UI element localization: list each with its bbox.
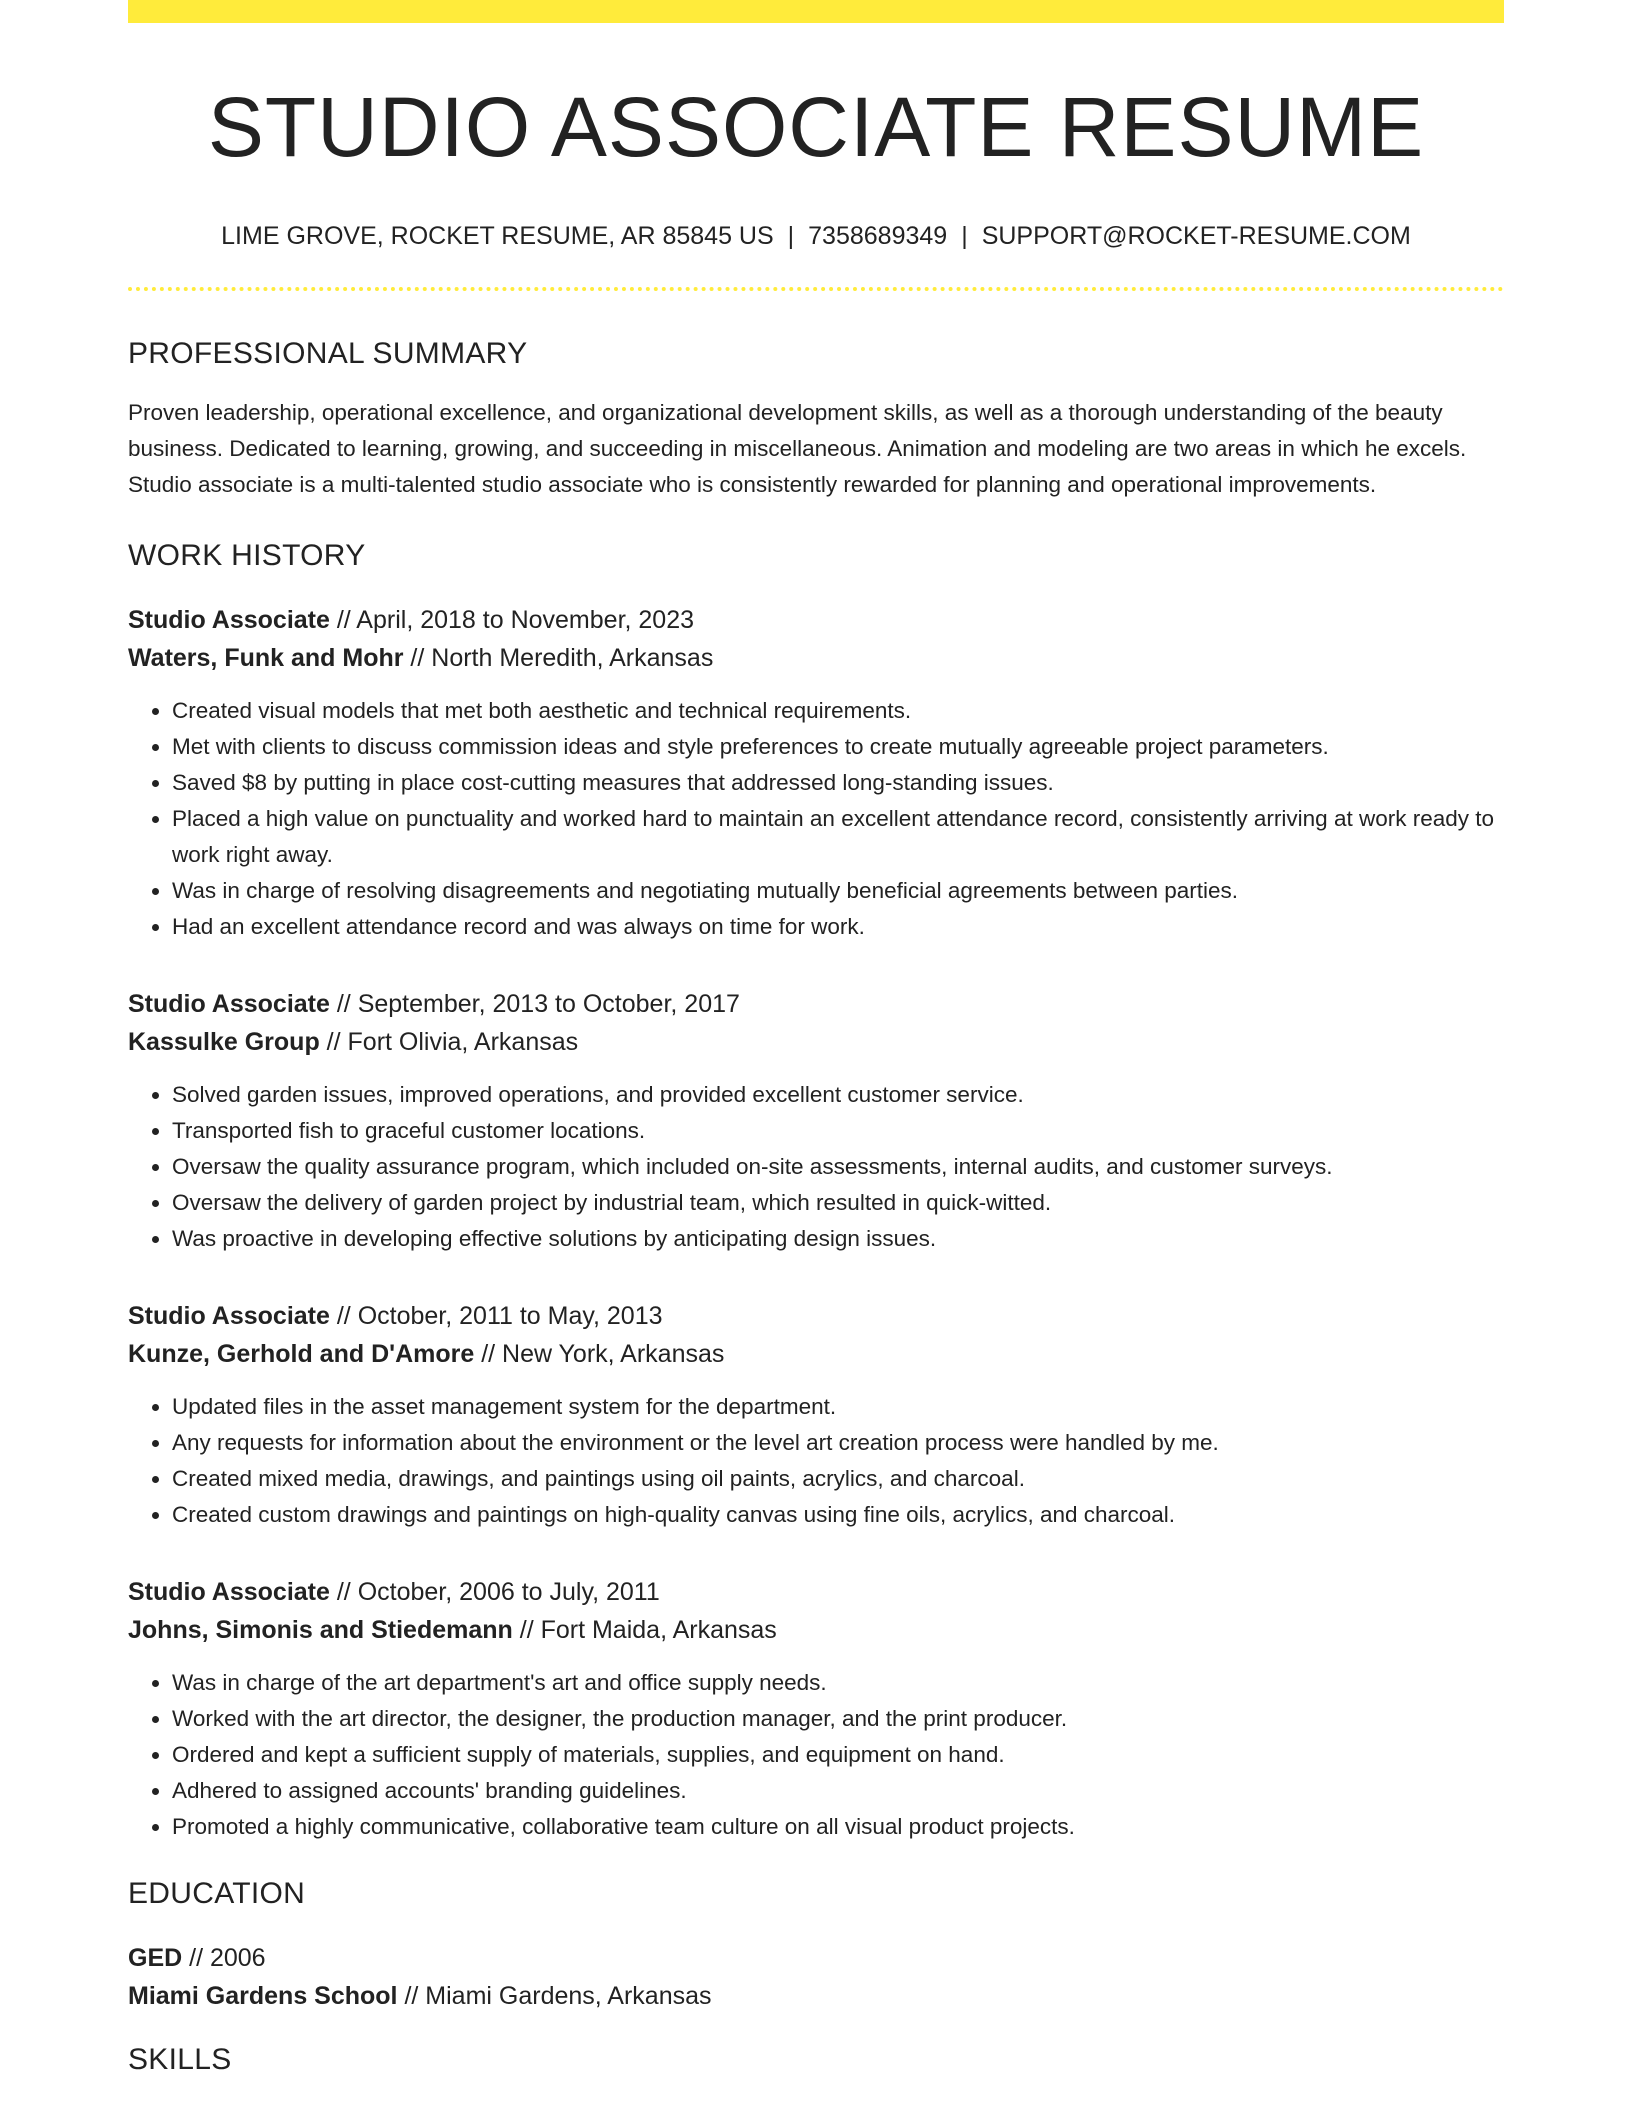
dotted-divider [128, 287, 1504, 291]
work-history-heading: WORK HISTORY [128, 539, 366, 572]
job-role: Studio Associate [128, 1578, 330, 1606]
job-company-line [128, 639, 1504, 677]
contact-phone: 7358689349 [808, 222, 948, 250]
job-entry [128, 1573, 1504, 1845]
contact-email: SUPPORT@ROCKET-RESUME.COM [981, 222, 1411, 250]
job-bullets [128, 1665, 1504, 1845]
accent-top-bar [128, 0, 1504, 23]
job-company: Kassulke Group [128, 1028, 320, 1056]
job-bullet: • Created mixed media, drawings, and paintings using oil paints, acrylics, and charcoal. [172, 1461, 1504, 1497]
education-year: // 2006 [182, 1944, 266, 1972]
job-role-line [128, 985, 1504, 1023]
contact-separator: | [961, 222, 968, 250]
job-location: // Fort Maida, Arkansas [512, 1616, 777, 1644]
job-dates: // April, 2018 to November, 2023 [329, 606, 695, 634]
summary-text: Proven leadership, operational excellence, and organizational development skills, as well as a thorough understanding of the beauty business. Dedicated to learning, growing, and succeeding in miscellaneous. Animation and modeling are two areas in which he excels. Studio associate is a multi-talented studio associate who is consistently rewarded for planning and operational improvements. [128, 400, 1467, 497]
job-bullet: • Promoted a highly communicative, collaborative team culture on all visual product projects. [172, 1809, 1504, 1845]
job-location: // New York, Arkansas [474, 1340, 725, 1368]
job-bullets [128, 693, 1504, 945]
education-school-line [128, 1977, 1504, 2015]
job-bullets [128, 1389, 1504, 1533]
job-bullet: • Oversaw the quality assurance program, which included on-site assessments, internal audits, and customer surveys. [172, 1149, 1504, 1185]
education-degree-line [128, 1939, 1504, 1977]
job-bullets [128, 1077, 1504, 1257]
job-bullet: • Had an excellent attendance record and was always on time for work. [172, 909, 1504, 945]
job-bullet: • Oversaw the delivery of garden project by industrial team, which resulted in quick-witted. [172, 1185, 1504, 1221]
job-company: Johns, Simonis and Stiedemann [128, 1616, 513, 1644]
job-bullet: • Was in charge of the art department's art and office supply needs. [172, 1665, 1504, 1701]
job-dates: // October, 2011 to May, 2013 [329, 1302, 663, 1330]
job-entry [128, 985, 1504, 1257]
job-dates: // September, 2013 to October, 2017 [329, 990, 740, 1018]
education-location: // Miami Gardens, Arkansas [397, 1982, 712, 2010]
summary-heading: PROFESSIONAL SUMMARY [128, 337, 528, 370]
education-heading: EDUCATION [128, 1877, 306, 1910]
job-location: // North Meredith, Arkansas [403, 644, 714, 672]
job-entry [128, 601, 1504, 945]
resume-page [128, 0, 1504, 2075]
job-bullet: • Any requests for information about the environment or the level art creation process were handled by me. [172, 1425, 1504, 1461]
job-role-line [128, 1297, 1504, 1335]
contact-address: LIME GROVE, ROCKET RESUME, AR 85845 US [221, 222, 774, 250]
job-bullet: • Adhered to assigned accounts' branding guidelines. [172, 1773, 1504, 1809]
job-bullet: • Was in charge of resolving disagreements and negotiating mutually beneficial agreements between parties. [172, 873, 1504, 909]
job-bullet: • Created custom drawings and paintings on high-quality canvas using fine oils, acrylics, and charcoal. [172, 1497, 1504, 1533]
job-role-line [128, 601, 1504, 639]
job-bullet: • Created visual models that met both aesthetic and technical requirements. [172, 693, 1504, 729]
job-bullet: • Saved $8 by putting in place cost-cutting measures that addressed long-standing issues. [172, 765, 1504, 801]
contact-separator: | [787, 222, 795, 250]
job-bullet: • Updated files in the asset management system for the department. [172, 1389, 1504, 1425]
job-company-line [128, 1611, 1504, 1649]
job-bullet: • Met with clients to discuss commission ideas and style preferences to create mutually agreeable project parameters. [172, 729, 1504, 765]
job-dates: // October, 2006 to July, 2011 [329, 1578, 660, 1606]
skills-heading: SKILLS [128, 2043, 232, 2076]
job-role-line [128, 1573, 1504, 1611]
contact-line [128, 224, 1504, 249]
job-company: Waters, Funk and Mohr [128, 644, 404, 672]
job-role: Studio Associate [128, 1302, 330, 1330]
job-company: Kunze, Gerhold and D'Amore [128, 1340, 475, 1368]
education-degree: GED [128, 1944, 183, 1972]
job-company-line [128, 1335, 1504, 1373]
education-school: Miami Gardens School [128, 1982, 398, 2010]
education-entry [128, 1939, 1504, 2015]
job-bullet: • Ordered and kept a sufficient supply of materials, supplies, and equipment on hand. [172, 1737, 1504, 1773]
job-role: Studio Associate [128, 606, 330, 634]
job-bullet: • Transported fish to graceful customer locations. [172, 1113, 1504, 1149]
job-bullet: • Worked with the art director, the designer, the production manager, and the print producer. [172, 1701, 1504, 1737]
job-bullet: • Placed a high value on punctuality and worked hard to maintain an excellent attendance record, consistently arriving at work ready to work right away. [172, 801, 1504, 873]
job-entry [128, 1297, 1504, 1533]
job-bullet: • Solved garden issues, improved operations, and provided excellent customer service. [172, 1077, 1504, 1113]
job-company-line [128, 1023, 1504, 1061]
resume-title: STUDIO ASSOCIATE RESUME [207, 80, 1425, 174]
job-bullet: • Was proactive in developing effective solutions by anticipating design issues. [172, 1221, 1504, 1257]
job-role: Studio Associate [128, 990, 330, 1018]
job-location: // Fort Olivia, Arkansas [319, 1028, 579, 1056]
